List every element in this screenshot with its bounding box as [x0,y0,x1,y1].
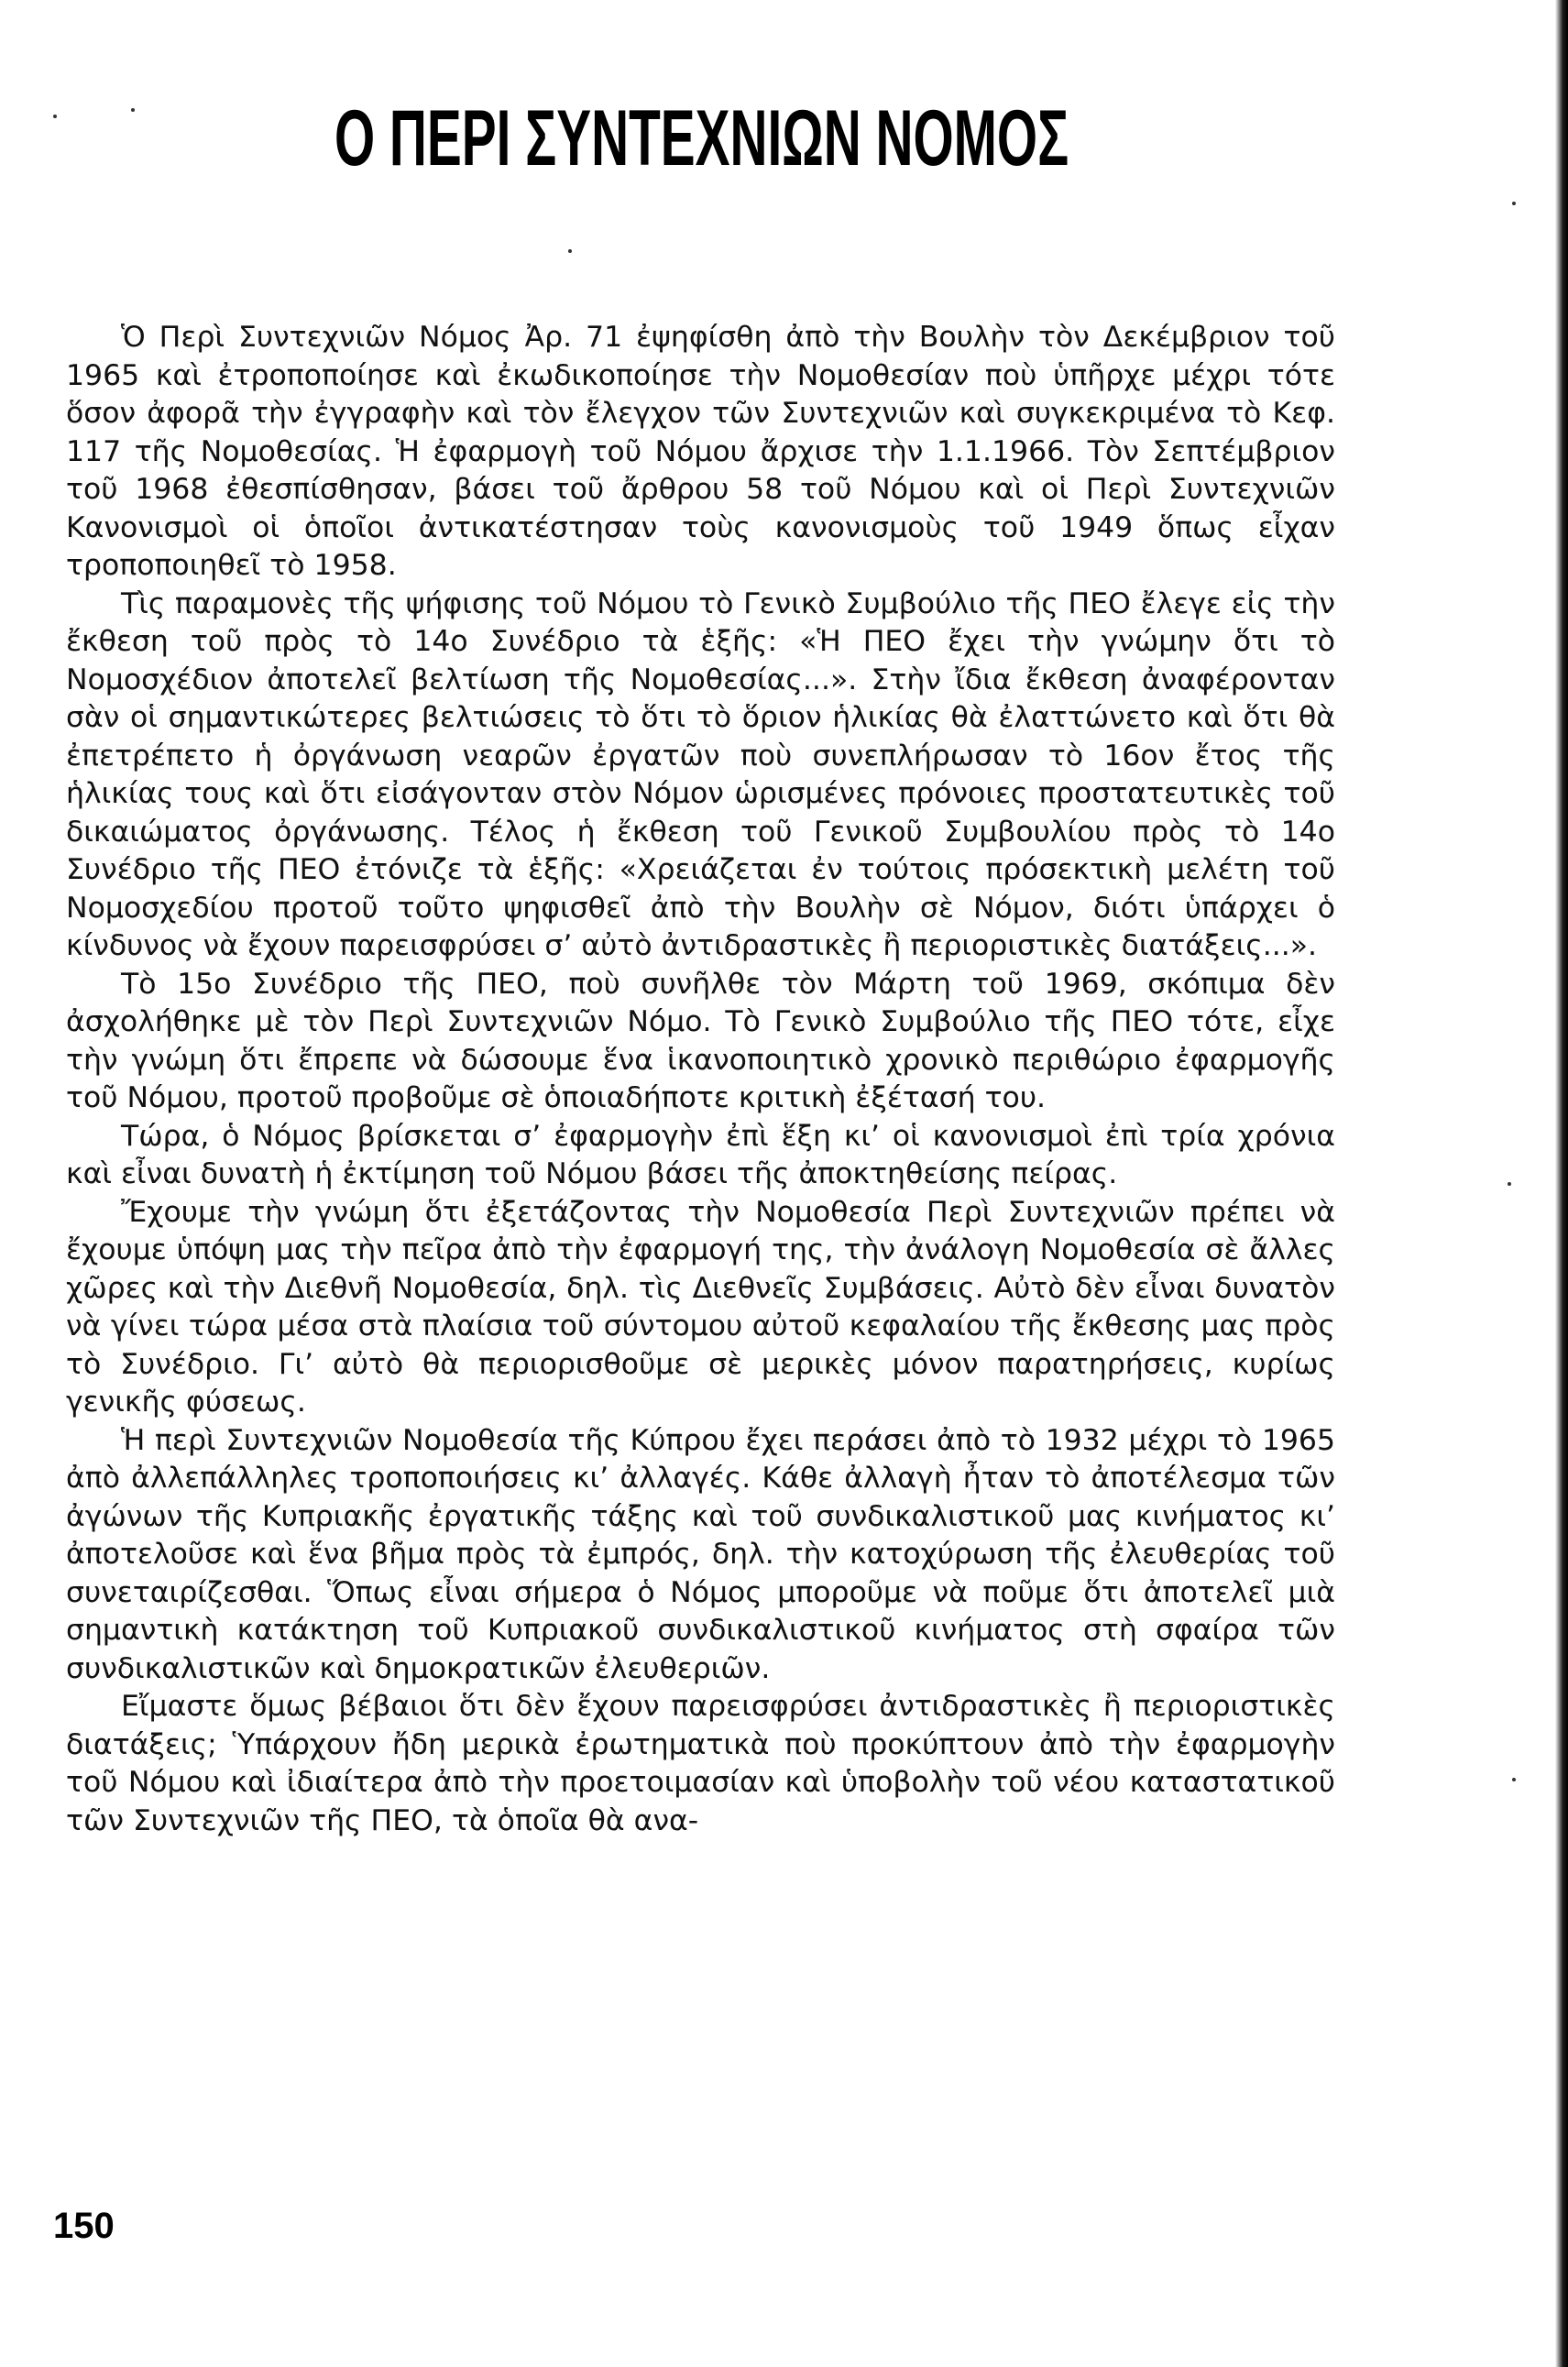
paragraph: Τώρα, ὁ Νόμος βρίσκεται σ’ ἐφαρμογὴν ἐπὶ ἕξη κι’ οἱ κανονισμοὶ ἐπὶ τρία χρόνια καὶ εἶναι δυνατὴ ἡ ἐκτίμηση τοῦ Νόμου βάσει τῆς ἀποκτηθείσης πείρας. [66,1119,1335,1190]
print-speck [1508,1182,1511,1186]
page-edge-shadow [1555,0,1568,2367]
paragraph: Εἴμαστε ὅμως βέβαιοι ὅτι δὲν ἔχουν παρεισφρύσει ἀντιδραστικὲς ἢ περιοριστικὲς διατάξεις; Ὑπάρχουν ἤδη μερικὰ ἐρωτηματικὰ ποὺ προκύπτουν ἀπὸ τὴν ἐφαρμογὴν τοῦ Νόμου καὶ ἰδιαίτερα ἀπὸ τὴν προετοιμασίαν καὶ ὑποβολὴν τοῦ νέου καταστατικοῦ τῶν Συντεχνιῶν τῆς ΠΕΟ, τὰ ὁποῖα θὰ ανα- [66,1690,1335,1837]
print-speck [131,108,135,112]
print-speck [1512,202,1516,205]
paragraph: Ἔχουμε τὴν γνώμη ὅτι ἐξετάζοντας τὴν Νομοθεσία Περὶ Συντεχνιῶν πρέπει νὰ ἔχουμε ὑπόψη μας τὴν πεῖρα ἀπὸ τὴν ἐφαρμογή της, τὴν ἀνάλογη Νομοθεσία σὲ ἄλλες χῶρες καὶ τὴν Διεθνῆ Νομοθεσία, δηλ. τὶς Διεθνεῖς Συμβάσεις. Αὐτὸ δὲν εἶναι δυνατὸν νὰ γίνει τώρα μέσα στὰ πλαίσια τοῦ σύντομου αὐτοῦ κεφαλαίου τῆς ἔκθεσης μας πρὸς τὸ Συνέδριο. Γι’ αὐτὸ θὰ περιορισθοῦμε σὲ μερικὲς μόνον παρατηρήσεις, κυρίως γενικῆς φύσεως. [66,1195,1335,1419]
print-speck [1512,1778,1516,1781]
paragraph: Τὸ 15ο Συνέδριο τῆς ΠΕΟ, ποὺ συνῆλθε τὸν Μάρτη τοῦ 1969, σκόπιμα δὲν ἀσχολήθηκε μὲ τὸν Περὶ Συντεχνιῶν Νόμο. Τὸ Γενικὸ Συμβούλιο τῆς ΠΕΟ τότε, εἶχε τὴν γνώμη ὅτι ἔπρεπε νὰ δώσουμε ἕνα ἱκανοποιητικὸ χρονικὸ περιθώριο ἐφαρμογῆς τοῦ Νόμου, προτοῦ προβοῦμε σὲ ὁποιαδήποτε κριτικὴ ἐξέτασή του. [66,967,1335,1114]
print-speck [568,249,572,253]
print-speck [53,115,57,118]
page-number: 150 [53,2206,115,2246]
document-title: Ο ΠΕΡΙ ΣΥΝΤΕΧΝΙΩΝ ΝΟΜΟΣ [334,94,1069,182]
paragraph: Τὶς παραμονὲς τῆς ψήφισης τοῦ Νόμου τὸ Γενικὸ Συμβούλιο τῆς ΠΕΟ ἔλεγε εἰς τὴν ἔκθεση τοῦ πρὸς τὸ 14ο Συνέδριο τὰ ἑξῆς: «Ἡ ΠΕΟ ἔχει τὴν γνώμην ὅτι τὸ Νομοσχέδιον ἀποτελεῖ βελτίωση τῆς Νομοθεσίας...». Στὴν ἴδια ἔκθεση ἀναφέρονταν σὰν οἱ σημαντικώτερες βελτιώσεις τὸ ὅτι τὸ ὅριον ἡλικίας θὰ ἐλαττώνετο καὶ ὅτι θὰ ἐπετρέπετο ἡ ὀργάνωση νεαρῶν ἐργατῶν ποὺ συνεπλήρωσαν τὸ 16ον ἔτος τῆς ἡλικίας τους καὶ ὅτι εἰσάγονταν στὸν Νόμον ὡρισμένες πρόνοιες προστατευτικὲς τοῦ δικαιώματος ὀργάνωσης. Τέλος ἡ ἔκθεση τοῦ Γενικοῦ Συμβουλίου πρὸς τὸ 14ο Συνέδριο τῆς ΠΕΟ ἐτόνιζε τὰ ἑξῆς: «Χρειάζεται ἐν τούτοις πρόσεκτικὴ μελέτη τοῦ Νομοσχεδίου προτοῦ τοῦτο ψηφισθεῖ ἀπὸ τὴν Βουλὴν σὲ Νόμον, διότι ὑπάρχει ὁ κίνδυνος νὰ ἔχουν παρεισφρύσει σ’ αὐτὸ ἀντιδραστικὲς ἢ περιοριστικὲς διατάξεις...». [66,586,1335,962]
body-text [66,319,1335,1840]
paragraph: Ὁ Περὶ Συντεχνιῶν Νόμος Ἀρ. 71 ἐψηφίσθη ἀπὸ τὴν Βουλὴν τὸν Δεκέμβριον τοῦ 1965 καὶ ἐτροποποίησε καὶ ἐκωδικοποίησε τὴν Νομοθεσίαν ποὺ ὑπῆρχε μέχρι τότε ὅσον ἀφορᾶ τὴν ἐγγραφὴν καὶ τὸν ἔλεγχον τῶν Συντεχνιῶν καὶ συγκεκριμένα τὸ Κεφ. 117 τῆς Νομοθεσίας. Ἡ ἐφαρμογὴ τοῦ Νόμου ἄρχισε τὴν 1.1.1966. Τὸν Σεπτέμβριον τοῦ 1968 ἐθεσπίσθησαν, βάσει τοῦ ἄρθρου 58 τοῦ Νόμου καὶ οἱ Περὶ Συντεχνιῶν Κανονισμοὶ οἱ ὁποῖοι ἀντικατέστησαν τοὺς κανονισμοὺς τοῦ 1949 ὅπως εἶχαν τροποποιηθεῖ τὸ 1958. [66,321,1335,582]
paragraph: Ἡ περὶ Συντεχνιῶν Νομοθεσία τῆς Κύπρου ἔχει περάσει ἀπὸ τὸ 1932 μέχρι τὸ 1965 ἀπὸ ἀλλεπάλληλες τροποποιήσεις κι’ ἀλλαγές. Κάθε ἀλλαγὴ ἦταν τὸ ἀποτέλεσμα τῶν ἀγώνων τῆς Κυπριακῆς ἐργατικῆς τάξης καὶ τοῦ συνδικαλιστικοῦ μας κινήματος κι’ ἀποτελοῦσε καὶ ἕνα βῆμα πρὸς τὰ ἐμπρός, δηλ. τὴν κατοχύρωση τῆς ἐλευθερίας τοῦ συνεταιρίζεσθαι. Ὅπως εἶναι σήμερα ὁ Νόμος μποροῦμε νὰ ποῦμε ὅτι ἀποτελεῖ μιὰ σημαντικὴ κατάκτηση τοῦ Κυπριακοῦ συνδικαλιστικοῦ κινήματος στὴ σφαίρα τῶν συνδικαλιστικῶν καὶ δημοκρατικῶν ἐλευθεριῶν. [66,1423,1335,1685]
